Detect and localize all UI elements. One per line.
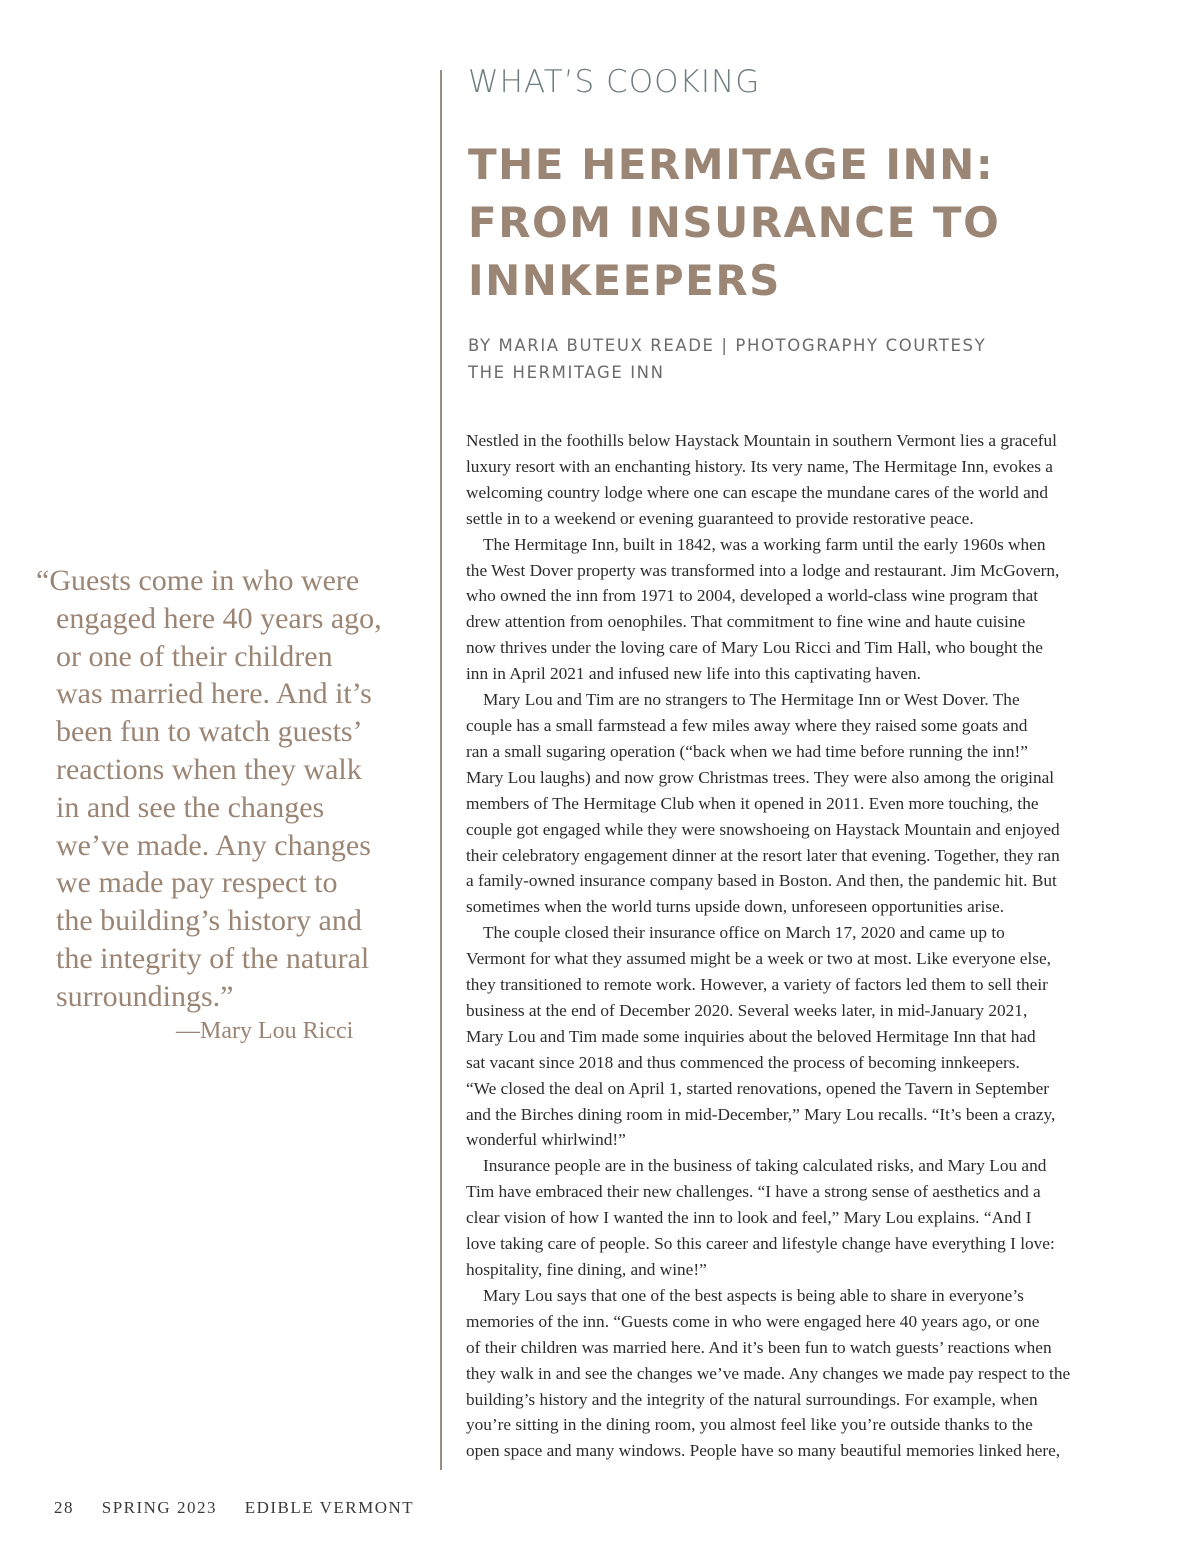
page-number: 28 [54,1498,74,1517]
body-text-line: sometimes when the world turns upside down, unforeseen opportunities arise. [466,897,1005,917]
body-text-line: building’s history and the integrity of the natural surroundings. For example, when [466,1389,1038,1409]
body-text-line: members of The Hermitage Club when it opened in 2011. Even more touching, the [466,793,1039,813]
body-text-line: luxury resort with an enchanting history. Its very name, The Hermitage Inn, evokes a [466,456,1053,476]
pull-quote-line: in and see the changes [56,790,325,824]
body-text-line: drew attention from oenophiles. That commitment to fine wine and haute cuisine [466,612,1026,632]
issue-label: SPRING 2023 [101,1498,217,1517]
pull-quote-line: or one of their children [56,639,333,673]
body-text-line: Mary Lou and Tim made some inquiries about the beloved Hermitage Inn that had [466,1026,1036,1046]
article-headline [468,136,1188,310]
body-text-line: couple has a small farmstead a few miles away where they raised some goats and [466,715,1028,735]
body-text-line: open space and many windows. People have so many beautiful memories linked here, [466,1441,1061,1461]
pull-quote-line: been fun to watch guests’ [56,715,363,749]
body-text-line: The couple closed their insurance office on March 17, 2020 and came up to [483,923,1005,943]
body-text-line: of their children was married here. And it’s been fun to watch guests’ reactions when [466,1337,1052,1357]
body-text-line: they transitioned to remote work. However, a variety of factors led them to sell their [466,975,1048,995]
body-text-line: hospitality, fine dining, and wine!” [466,1260,707,1279]
body-text-line: Mary Lou and Tim are no strangers to The Hermitage Inn or West Dover. The [483,690,1020,710]
pull-quote-line: the integrity of the natural [56,941,370,975]
pull-quote-line: reactions when they walk [56,752,362,786]
byline-line: THE HERMITAGE INN [468,363,665,382]
article-body [466,428,1136,1464]
body-text-line: The Hermitage Inn, built in 1842, was a working farm until the early 1960s when [483,534,1046,554]
body-text-line: Tim have embraced their new challenges. “I have a strong sense of aesthetics and a [466,1182,1041,1202]
body-text-line: now thrives under the loving care of Mary Lou Ricci and Tim Hall, who bought the [466,638,1043,658]
body-text-line: couple got engaged while they were snowshoeing on Haystack Mountain and enjoyed [466,819,1060,839]
body-text-line: inn in April 2021 and infused new life into this captivating haven. [466,664,921,684]
pull-quote-line: “Guests come in who were [36,564,360,597]
section-label: WHAT’S COOKING [468,64,761,100]
column-divider-rule [440,70,442,1470]
pull-quote-line: was married here. And it’s [56,677,372,711]
body-text-line: they walk in and see the changes we’ve made. Any changes we made pay respect to the [466,1363,1071,1383]
body-text-line: “We closed the deal on April 1, started renovations, opened the Tavern in September [466,1078,1050,1098]
pull-quote-line: we’ve made. Any changes [56,828,371,862]
body-text-line: wonderful whirlwind!” [466,1130,626,1150]
article-byline [468,332,986,386]
pull-quote [36,562,382,1016]
headline-line: INNKEEPERS [468,256,781,305]
body-text-line: sat vacant since 2018 and thus commenced the process of becoming innkeepers. [466,1052,1020,1072]
pull-quote-line: engaged here 40 years ago, [56,601,382,635]
headline-line: THE HERMITAGE INN: [468,140,995,189]
body-text-line: Nestled in the foothills below Haystack Mountain in southern Vermont lies a graceful [466,431,1057,450]
body-text-line: a family-owned insurance company based in Boston. And then, the pandemic hit. But [466,871,1057,891]
body-text-line: settle in to a weekend or evening guaranteed to provide restorative peace. [466,508,974,528]
body-text-line: memories of the inn. “Guests come in who were engaged here 40 years ago, or one [466,1311,1040,1331]
body-text-line: Mary Lou says that one of the best aspects is being able to share in everyone’s [483,1285,1024,1305]
body-text-line: love taking care of people. So this career and lifestyle change have everything I love: [466,1234,1055,1254]
body-text-line: ran a small sugaring operation (“back when we had time before running the inn!” [466,741,1028,761]
body-text-line: Insurance people are in the business of taking calculated risks, and Mary Lou and [483,1156,1047,1176]
page-footer [54,1498,436,1518]
body-text-line: and the Birches dining room in mid-December,” Mary Lou recalls. “It’s been a crazy, [466,1104,1056,1124]
body-text-line: Mary Lou laughs) and now grow Christmas trees. They were also among the original [466,767,1055,787]
pull-quote-line: we made pay respect to [56,866,338,900]
body-text-line: you’re sitting in the dining room, you almost feel like you’re outside thanks to the [466,1415,1033,1435]
pull-quote-attribution: —Mary Lou Ricci [176,1018,354,1044]
body-text-line: business at the end of December 2020. Several weeks later, in mid-January 2021, [466,1000,1028,1020]
pull-quote-line: surroundings.” [56,979,234,1013]
byline-line: BY MARIA BUTEUX READE | PHOTOGRAPHY COURTESY [468,336,987,355]
body-text-line: who owned the inn from 1971 to 2004, developed a world-class wine program that [466,586,1039,606]
body-text-line: their celebratory engagement dinner at the resort later that evening. Together, they ran [466,845,1060,865]
body-text-line: Vermont for what they assumed might be a week or two at most. Like everyone else, [466,949,1051,969]
headline-line: FROM INSURANCE TO [468,198,1001,247]
body-text-line: clear vision of how I wanted the inn to look and feel,” Mary Lou explains. “And I [466,1208,1032,1228]
publication-name: EDIBLE VERMONT [244,1498,415,1517]
pull-quote-line: the building’s history and [56,904,362,938]
body-text-line: the West Dover property was transformed into a lodge and restaurant. Jim McGovern, [466,560,1060,580]
body-text-line: welcoming country lodge where one can escape the mundane cares of the world and [466,482,1049,502]
